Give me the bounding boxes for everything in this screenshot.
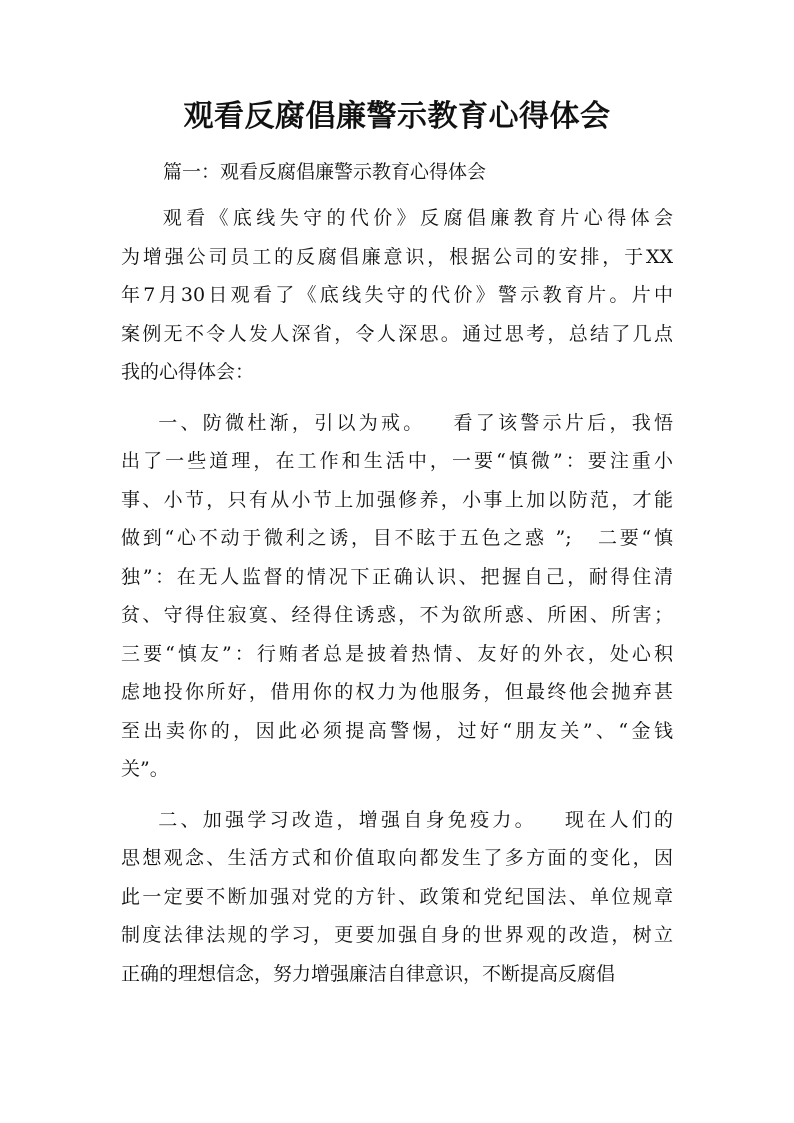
paragraph-line: 为增强公司员工的反腐倡廉意识，根据公司的安排，于XX [121, 245, 673, 268]
document-body [121, 199, 673, 993]
document-subtitle: 篇一：观看反腐倡廉警示教育心得体会 [163, 161, 487, 183]
paragraph-line: 此一定要不断加强对党的方针、政策和党纪国法、单位规章 [121, 885, 673, 908]
document-title: 观看反腐倡廉警示教育心得体会 [183, 99, 611, 134]
paragraph-line: 观看《底线失守的代价》反腐倡廉教育片心得体会 [121, 207, 673, 229]
paragraph-line: 至出卖你的，因此必须提高警惕，过好“朋友关”、“金钱 [121, 719, 673, 742]
paragraph-line: 事、小节，只有从小节上加强修养，小事上加以防范，才能 [121, 488, 673, 511]
paragraph-line: 思想观念、生活方式和价值取向都发生了多方面的变化，因 [121, 847, 673, 869]
paragraph-line: 二、加强学习改造，增强自身免疫力。 现在人们的 [121, 808, 673, 831]
paragraph-line: 虑地投你所好，借用你的权力为他服务，但最终他会抛弃甚 [121, 681, 673, 703]
paragraph-line: 一、防微杜渐，引以为戒。 看了该警示片后，我悟 [121, 411, 673, 434]
paragraph-gap [121, 392, 673, 404]
paragraph-line: 做到“心不动于微利之诱，目不眩于五色之惑 ”; 二要“慎 [121, 527, 673, 549]
paragraph [121, 801, 673, 994]
paragraph [121, 199, 673, 392]
paragraph-line: 贫、守得住寂寞、经得住诱惑，不为欲所惑、所困、所害； [121, 604, 673, 626]
paragraph-line: 关”。 [121, 758, 169, 780]
paragraph-line: 年7月30日观看了《底线失守的代价》警示教育片。片中 [121, 284, 673, 306]
paragraph [121, 404, 673, 789]
paragraph-gap [121, 789, 673, 801]
paragraph-line: 正确的理想信念，努力增强廉洁自律意识，不断提高反腐倡 [121, 962, 616, 985]
paragraph-line: 案例无不令人发人深省，令人深思。通过思考，总结了几点 [121, 322, 673, 345]
paragraph-line: 制度法律法规的学习，更要加强自身的世界观的改造，树立 [121, 924, 673, 946]
paragraph-line: 独”：在无人监督的情况下正确认识、把握自己，耐得住清 [121, 565, 673, 588]
paragraph-line: 三要“慎友”：行贿者总是披着热情、友好的外衣，处心积 [121, 642, 673, 665]
paragraph-line: 出了一些道理，在工作和生活中，一要“慎微”：要注重小 [121, 450, 673, 472]
paragraph-line: 我的心得体会： [121, 361, 255, 383]
